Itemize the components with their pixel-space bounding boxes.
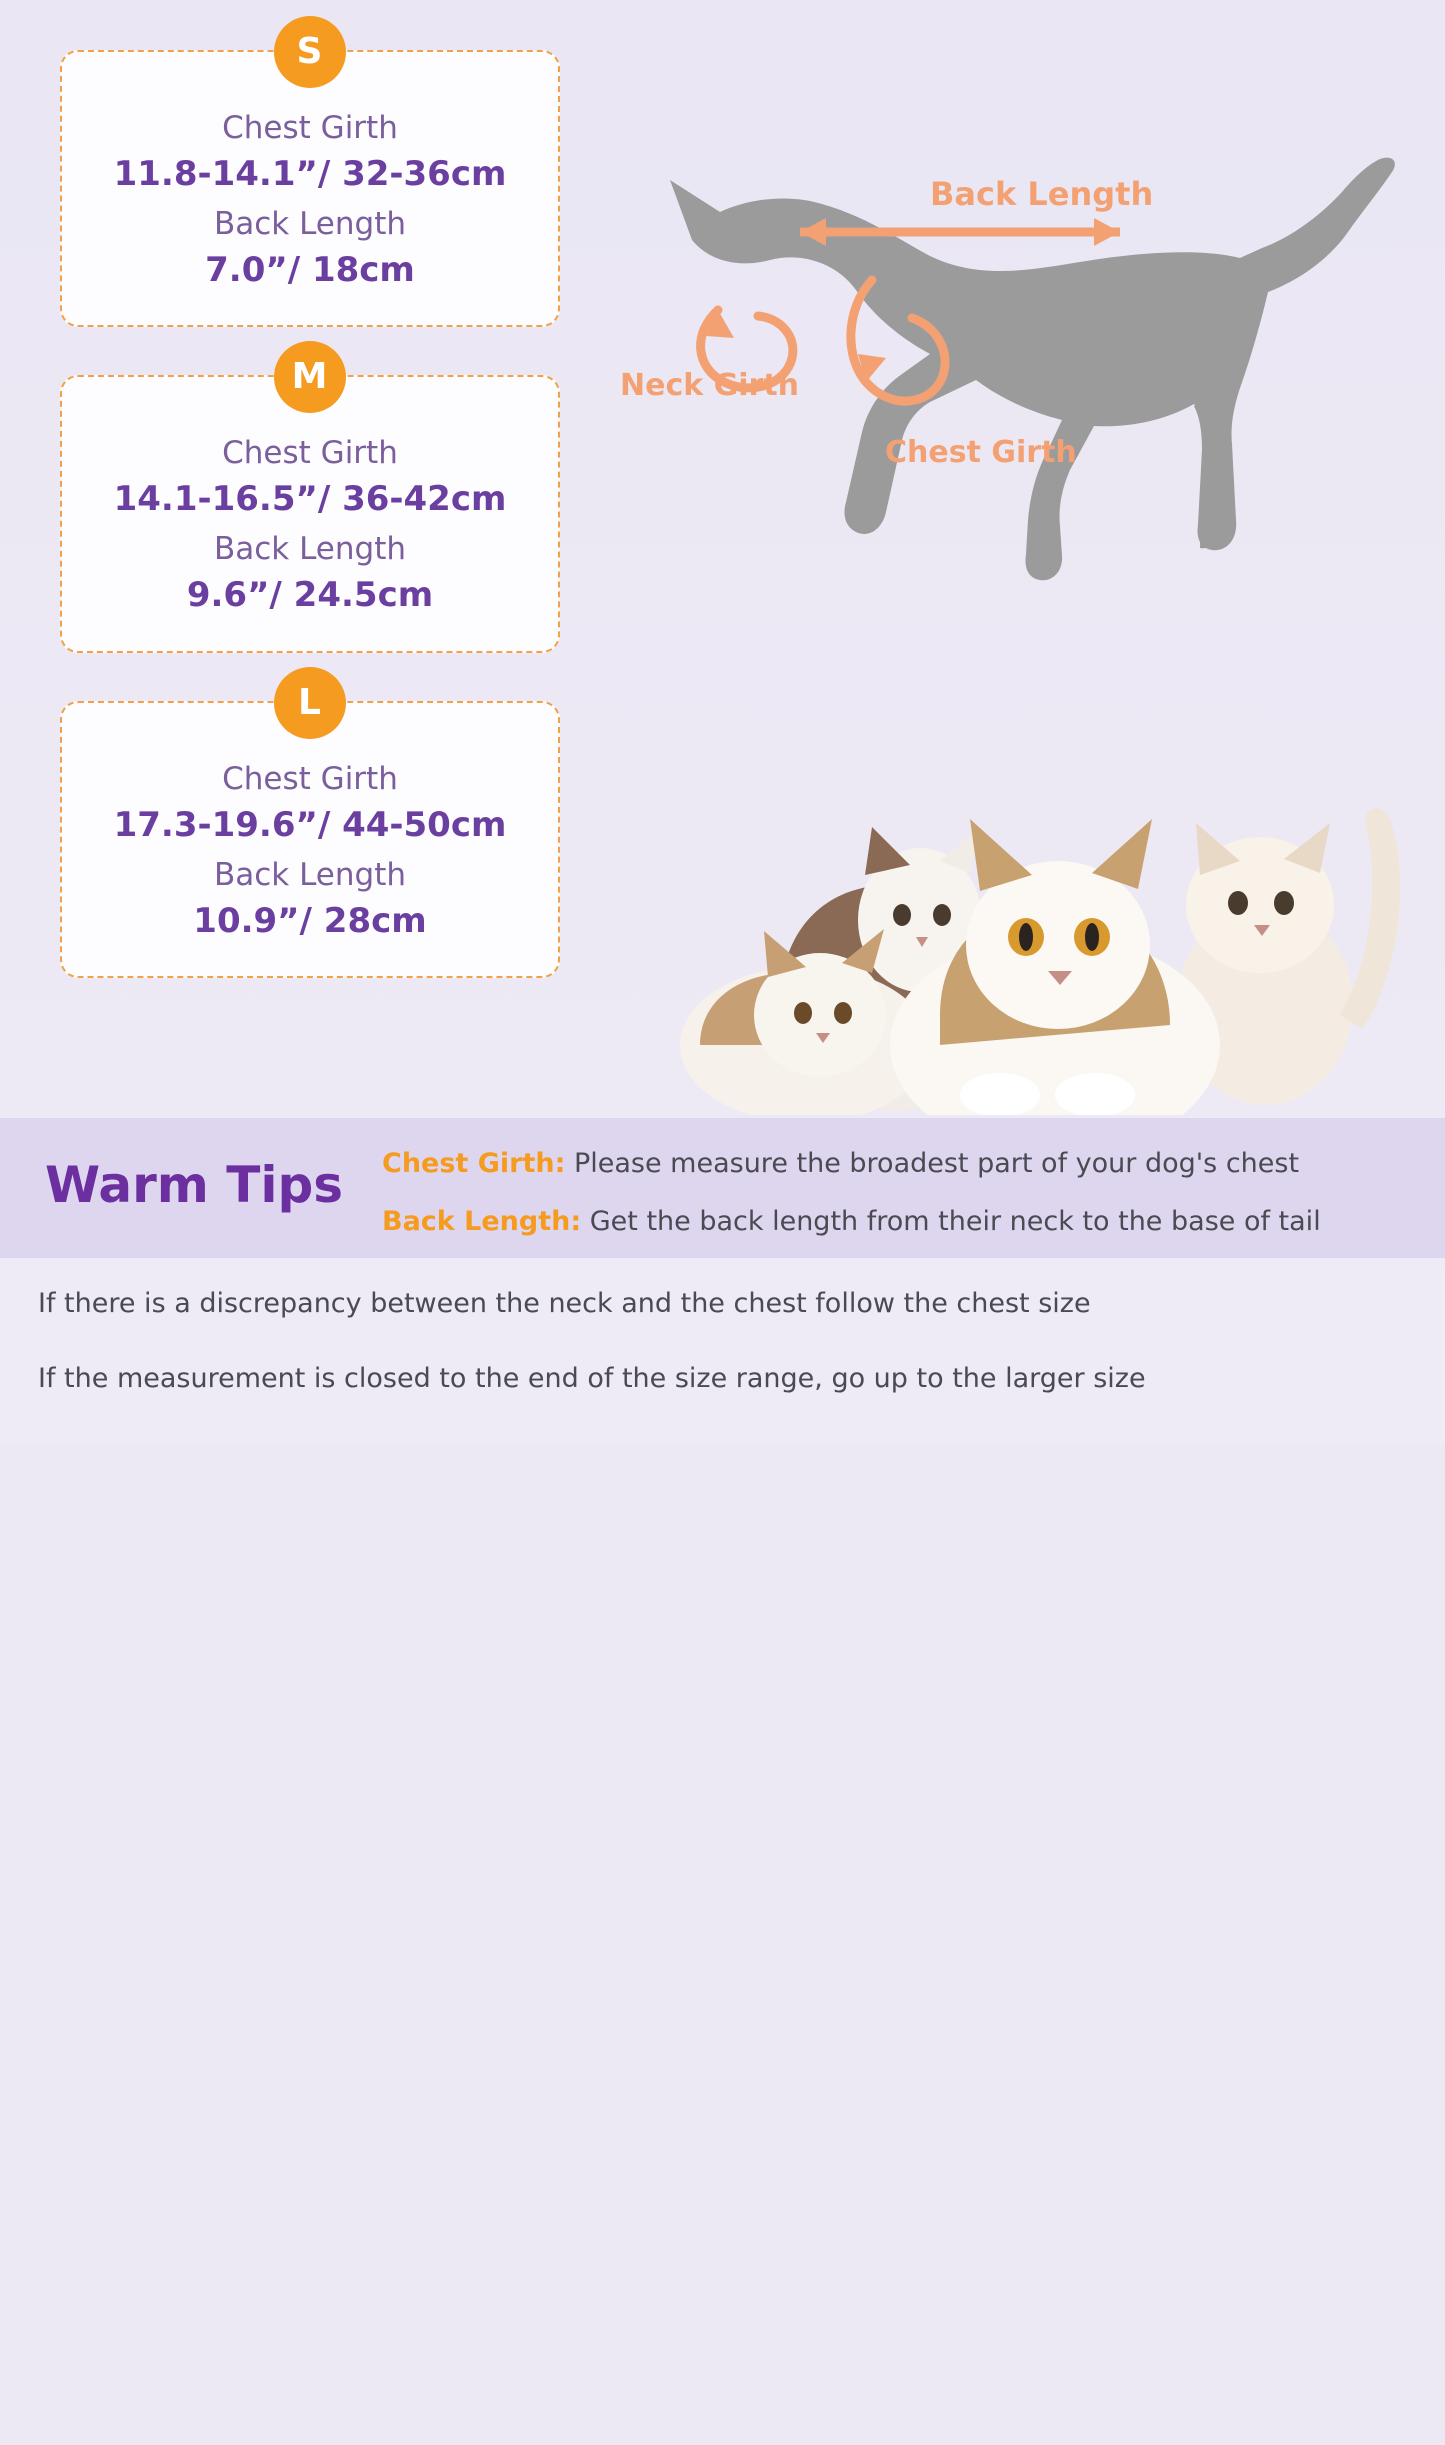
size-cards-column	[60, 31, 560, 1026]
tip-chest-girth	[382, 1148, 1299, 1179]
size-badge-m: M	[274, 341, 346, 413]
tip-chest-girth-text: Please measure the broadest part of your dog's chest	[565, 1148, 1300, 1179]
back-length-label: Back Length	[213, 856, 407, 893]
cats-photo	[640, 715, 1430, 1115]
chest-girth-label: Chest Girth	[222, 435, 398, 472]
size-badge-s: S	[274, 16, 346, 88]
back-length-value: 7.0”/ 18cm	[205, 249, 415, 290]
measurement-diagram	[600, 120, 1420, 640]
warm-tips-section	[0, 1118, 1445, 2445]
back-length-label: Back Length	[213, 205, 407, 242]
tip-chest-girth-key: Chest Girth:	[382, 1148, 566, 1179]
tip-back-length-text: Get the back length from their neck to the base of tail	[581, 1206, 1321, 1237]
chest-girth-label: Chest Girth	[222, 760, 398, 797]
chest-girth-value: 17.3-19.6”/ 44-50cm	[113, 804, 507, 845]
chest-girth-label: Chest Girth	[222, 110, 398, 146]
neck-girth-diagram-label: Neck Girth	[620, 368, 800, 403]
size-card-l	[60, 681, 560, 978]
chest-girth-value: 14.1-16.5”/ 36-42cm	[113, 479, 507, 520]
back-length-value: 10.9”/ 28cm	[193, 900, 427, 941]
size-card-s	[60, 31, 560, 327]
chest-girth-diagram-label: Chest Girth	[885, 435, 1077, 470]
chest-girth-value: 11.8-14.1”/ 32-36cm	[113, 153, 507, 194]
tip-back-length-key: Back Length:	[382, 1206, 582, 1237]
back-length-label: Back Length	[213, 531, 407, 568]
warm-tips-title: Warm Tips	[45, 1156, 344, 1214]
back-length-diagram-label: Back Length	[930, 175, 1154, 213]
size-card-m	[60, 356, 560, 652]
note-size-range: If the measurement is closed to the end of the size range, go up to the larger size	[38, 1363, 1146, 1394]
back-length-value: 9.6”/ 24.5cm	[186, 575, 434, 616]
size-badge-l: L	[274, 667, 346, 739]
cat-group-photo-icon	[640, 715, 1430, 1115]
note-discrepancy: If there is a discrepancy between the neck and the chest follow the chest size	[38, 1288, 1091, 1319]
tip-back-length	[382, 1206, 1321, 1237]
